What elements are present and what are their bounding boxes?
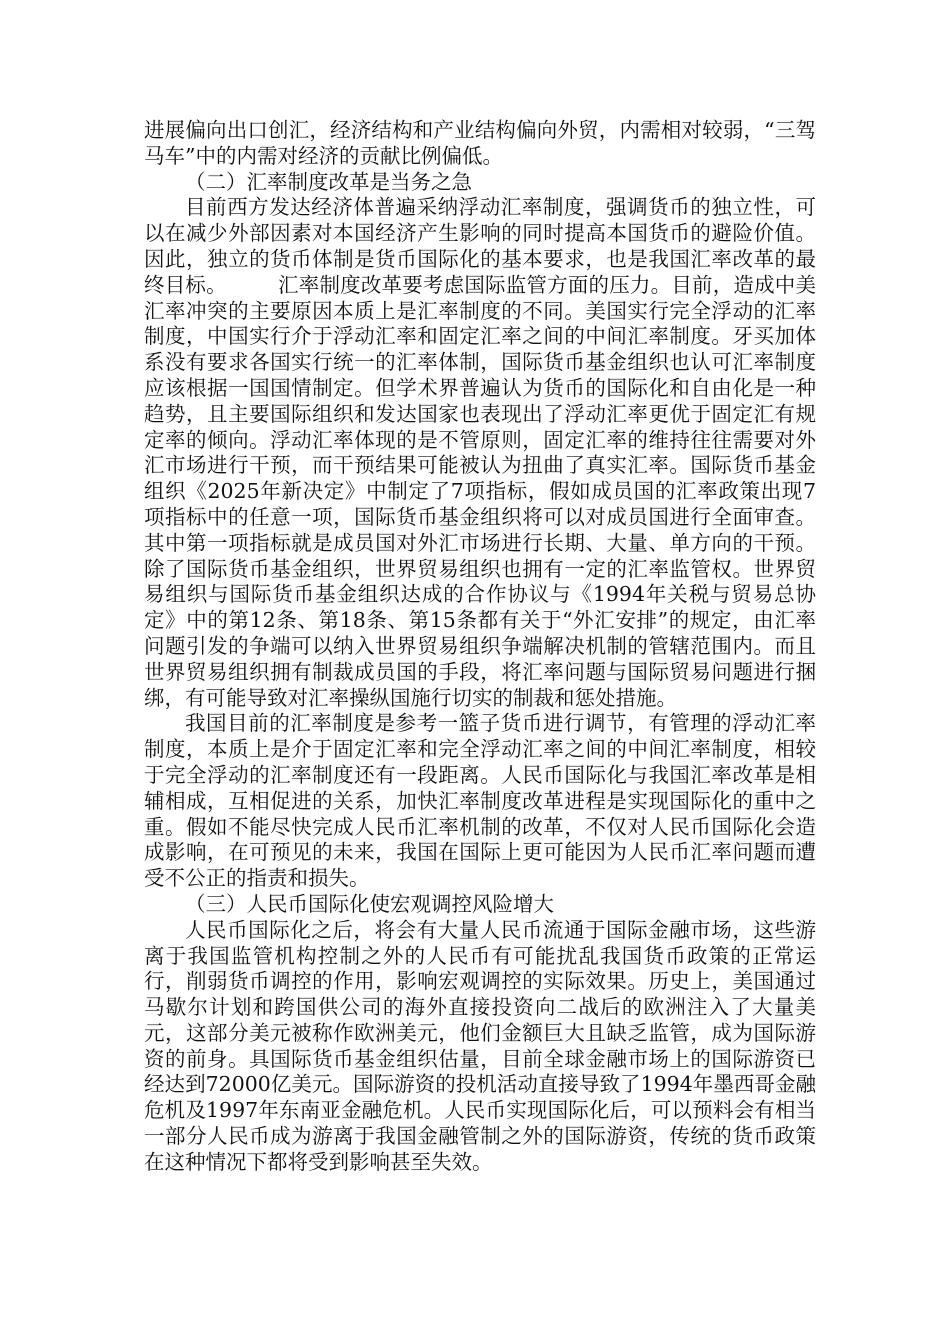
document-page bbox=[144, 118, 816, 1176]
paragraph: 进展偏向出口创汇，经济结构和产业结构偏向外贸，内需相对较弱，“三驾马车”中的内需对经济的贡献比例偏低。 bbox=[144, 118, 816, 168]
paragraph bbox=[144, 195, 816, 711]
paragraph-text: 目前西方发达经济体普遍采纳浮动汇率制度，强调货币的独立性，可以在减少外部因素对本国经济产生影响的同时提高本国货币的避险价值。因此，独立的货币体制是货币国际化的基本要求，也是我国汇率改革的最终目标。 bbox=[144, 195, 816, 297]
section-heading: （二）汇率制度改革是当务之急 bbox=[185, 169, 472, 194]
paragraph: 我国目前的汇率制度是参考一篮子货币进行调节，有管理的浮动汇率制度，本质上是介于固定汇率和完全浮动汇率之间的中间汇率制度，相较于完全浮动的汇率制度还有一段距离。人民币国际化与我国汇率改革是相辅相成，互相促进的关系，加快汇率制度改革进程是实现国际化的重中之重。假如不能尽快完成人民币汇率机制的改革，不仅对人民币国际化会造成影响，在可预见的未来，我国在国际上更可能因为人民币汇率问题而遭受不公正的指责和损失。 bbox=[144, 711, 816, 891]
paragraph: 人民币国际化之后，将会有大量人民币流通于国际金融市场，这些游离于我国监管机构控制之外的人民币有可能扰乱我国货币政策的正常运行，削弱货币调控的作用，影响宏观调控的实际效果。历史上，美国通过马歇尔计划和跨国供公司的海外直接投资向二战后的欧洲注入了大量美元，这部分美元被称作欧洲美元，他们金额巨大且缺乏监管，成为国际游资的前身。具国际货币基金组织估量，目前全球金融市场上的国际游资已经达到72000亿美元。国际游资的投机活动直接导致了1994年墨西哥金融危机及1997年东南亚金融危机。人民币实现国际化后，可以预料会有相当一部分人民币成为游离于我国金融管制之外的国际游资，传统的货币政策在这种情况下都将受到影响甚至失效。 bbox=[144, 917, 816, 1174]
section-heading: （三）人民币国际化使宏观调控风险增大 bbox=[185, 891, 554, 916]
paragraph-text: 汇率制度改革要考虑国际监管方面的压力。目前，造成中美汇率冲突的主要原因本质上是汇率制度的不同。美国实行完全浮动的汇率制度，中国实行介于浮动汇率和固定汇率之间的中间汇率制度。牙买加体系没有要求各国实行统一的汇率体制，国际货币基金组织也认可汇率制度应该根据一国国情制定。但学术界普遍认为货币的国际化和自由化是一种趋势，且主要国际组织和发达国家也表现出了浮动汇率更优于固定汇有规定率的倾向。浮动汇率体现的是不管原则，固定汇率的维持往往需要对外汇市场进行干预，而干预结果可能被认为扭曲了真实汇率。国际货币基金组织《2025年新决定》中制定了7项指标，假如成员国的汇率政策出现7项指标中的任意一项，国际货币基金组织将可以对成员国进行全面审查。其中第一项指标就是成员国对外汇市场进行长期、大量、单方向的干预。除了国际货币基金组织，世界贸易组织也拥有一定的汇率监管权。世界贸易组织与国际货币基金组织达成的合作协议与《1994年关税与贸易总协定》中的第12条、第18条、第15条都有关于“外汇安排”的规定，由汇率问题引发的争端可以纳入世界贸易组织争端解决机制的管辖范围内。而且世界贸易组织拥有制裁成员国的手段，将汇率问题与国际贸易问题进行捆绑，有可能导致对汇率操纵国施行切实的制裁和惩处措施。 bbox=[144, 272, 817, 710]
